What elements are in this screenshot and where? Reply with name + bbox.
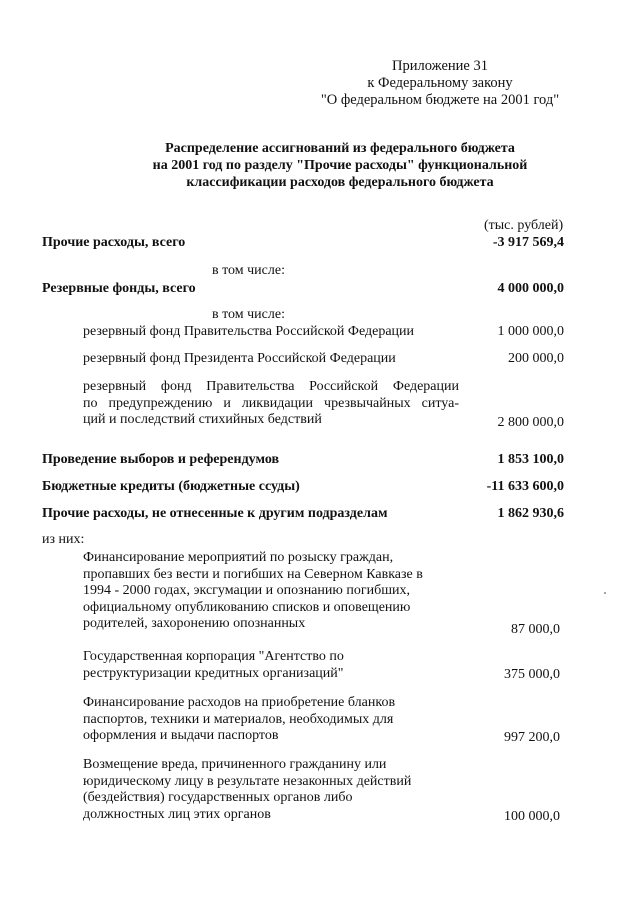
label-line: ций и последствий стихийных бедствий bbox=[83, 412, 322, 427]
label-line: должностных лиц этих органов bbox=[83, 806, 271, 822]
label-line: родителей, захоронению опознанных bbox=[83, 616, 306, 631]
appendix-number: Приложение 31 bbox=[392, 58, 488, 74]
reserve-item-label: резервный фонд Президента Российской Федерации bbox=[83, 351, 396, 366]
other-item-value: 87 000,0 bbox=[511, 622, 560, 637]
elections-label: Проведение выборов и референдумов bbox=[42, 452, 280, 467]
scan-speck bbox=[604, 592, 606, 594]
other-item-value: 997 200,0 bbox=[504, 730, 560, 745]
reserve-item-value: 200 000,0 bbox=[508, 351, 564, 366]
reserve-item-value: 1 000 000,0 bbox=[497, 324, 564, 339]
other-item-label bbox=[83, 649, 443, 682]
label-line: резервный фонд Правительства Российской Федерации bbox=[83, 379, 459, 394]
label-line: пропавших без вести и погибших на Северном Кавказе в bbox=[83, 566, 423, 582]
units-label: (тыс. рублей) bbox=[484, 218, 564, 233]
label-line: (бездействия) государственных органов либо bbox=[83, 790, 353, 805]
in-that-number-label: в том числе: bbox=[212, 307, 285, 322]
label-line: Финансирование расходов на приобретение бланков bbox=[83, 695, 396, 710]
elections-value: 1 853 100,0 bbox=[497, 452, 564, 467]
other-expenses-value: 1 862 930,6 bbox=[497, 506, 564, 521]
label-line: Возмещение вреда, причиненного гражданину или bbox=[83, 757, 387, 772]
label-line: Финансирование мероприятий по розыску граждан, bbox=[83, 550, 394, 565]
budget-credits-label: Бюджетные кредиты (бюджетные ссуды) bbox=[42, 479, 300, 494]
label-line: Государственная корпорация "Агентство по bbox=[83, 649, 344, 664]
other-expenses-label: Прочие расходы, не отнесенные к другим подразделам bbox=[42, 506, 388, 521]
total-label: Прочие расходы, всего bbox=[42, 235, 186, 250]
label-line: паспортов, техники и материалов, необходимых для bbox=[83, 711, 394, 727]
other-item-value: 100 000,0 bbox=[504, 809, 560, 824]
title-line-2: на 2001 год по разделу "Прочие расходы" функциональной bbox=[152, 158, 528, 173]
total-value: -3 917 569,4 bbox=[492, 235, 564, 250]
appendix-law-ref: к Федеральному закону bbox=[367, 75, 513, 91]
label-line: по предупреждению и ликвидации чрезвычайных ситуа- bbox=[83, 395, 459, 411]
in-that-number-label: в том числе: bbox=[212, 263, 285, 278]
reserve-item-label bbox=[83, 379, 459, 429]
other-item-value: 375 000,0 bbox=[504, 667, 560, 682]
reserve-item-value: 2 800 000,0 bbox=[497, 415, 564, 430]
budget-credits-value: -11 633 600,0 bbox=[486, 479, 564, 494]
label-line: официальному опубликованию списков и оповещению bbox=[83, 599, 411, 615]
appendix-law-title: "О федеральном бюджете на 2001 год" bbox=[320, 92, 560, 108]
reserve-funds-label: Резервные фонды, всего bbox=[42, 281, 196, 296]
document-title bbox=[60, 140, 620, 191]
other-item-label bbox=[83, 695, 443, 745]
reserve-funds-value: 4 000 000,0 bbox=[497, 281, 564, 296]
label-line: оформления и выдачи паспортов bbox=[83, 728, 279, 743]
other-item-label bbox=[83, 757, 453, 823]
appendix-header bbox=[290, 58, 590, 109]
other-item-label bbox=[83, 550, 443, 633]
label-line: реструктуризации кредитных организаций" bbox=[83, 665, 344, 681]
of-them-label: из них: bbox=[42, 532, 85, 547]
label-line: 1994 - 2000 годах, эксгумации и опознанию погибших, bbox=[83, 583, 410, 598]
reserve-item-label: резервный фонд Правительства Российской Федерации bbox=[83, 324, 415, 339]
label-line: юридическому лицу в результате незаконных действий bbox=[83, 773, 412, 789]
title-line-3: классификации расходов федерального бюджета bbox=[186, 175, 494, 190]
title-line-1: Распределение ассигнований из федерального бюджета bbox=[165, 141, 515, 156]
